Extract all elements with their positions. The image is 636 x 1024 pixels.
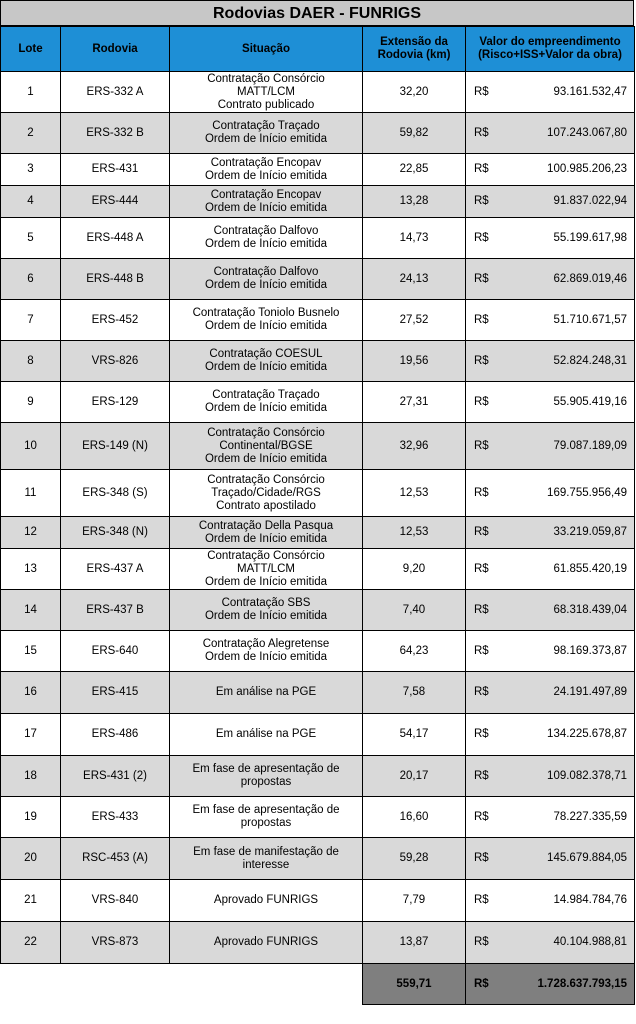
valor-amount: 79.087.189,09 — [553, 439, 627, 452]
situacao-line: Ordem de Início emitida — [204, 201, 328, 214]
situacao-line: Contratação Della Pasqua — [198, 519, 334, 532]
cell-situacao — [170, 113, 363, 154]
situacao-line: Contratação Encopav — [210, 188, 322, 201]
cell-situacao — [170, 300, 363, 341]
cell-extensao: 59,28 — [363, 838, 466, 880]
cell-rodovia: ERS-431 — [61, 154, 170, 186]
situacao-line: Ordem de Início emitida — [204, 238, 328, 250]
situacao-line: Aprovado FUNRIGS — [213, 894, 319, 906]
cell-valor — [466, 423, 635, 470]
total-valor — [466, 964, 635, 1005]
situacao-line: Contratação Dalfovo — [213, 225, 319, 237]
cell-rodovia: ERS-415 — [61, 672, 170, 714]
situacao-line: Contratação Consórcio — [207, 426, 325, 439]
cell-situacao — [170, 470, 363, 517]
total-blank — [1, 964, 61, 1005]
currency-symbol: R$ — [474, 603, 489, 616]
total-currency: R$ — [474, 977, 489, 990]
cell-rodovia: ERS-448 B — [61, 259, 170, 300]
header-valor: Valor do empreendimento (Risco+ISS+Valor da obra) — [466, 27, 635, 72]
header-extensao: Extensão da Rodovia (km) — [363, 27, 466, 72]
valor-amount: 91.837.022,94 — [553, 195, 627, 207]
cell-situacao — [170, 218, 363, 259]
cell-lote: 8 — [1, 341, 61, 382]
table-row — [1, 756, 635, 797]
table-row — [1, 517, 635, 549]
cell-extensao: 32,96 — [363, 423, 466, 470]
situacao-line: Ordem de Início emitida — [204, 361, 328, 373]
cell-lote: 21 — [1, 880, 61, 922]
total-extensao: 559,71 — [363, 964, 466, 1005]
cell-extensao: 54,17 — [363, 714, 466, 756]
cell-extensao: 27,52 — [363, 300, 466, 341]
valor-amount: 24.191.497,89 — [553, 686, 627, 698]
cell-situacao — [170, 590, 363, 631]
cell-situacao — [170, 423, 363, 470]
situacao-line: Em análise na PGE — [215, 728, 317, 740]
cell-lote: 13 — [1, 549, 61, 590]
cell-extensao: 24,13 — [363, 259, 466, 300]
currency-symbol: R$ — [474, 769, 489, 782]
cell-situacao — [170, 797, 363, 838]
cell-lote: 2 — [1, 113, 61, 154]
cell-lote: 10 — [1, 423, 61, 470]
cell-extensao: 19,56 — [363, 341, 466, 382]
currency-symbol: R$ — [474, 810, 489, 823]
cell-extensao: 64,23 — [363, 631, 466, 672]
cell-situacao — [170, 672, 363, 714]
cell-rodovia: ERS-431 (2) — [61, 756, 170, 797]
situacao-line: Em fase de apresentação de — [192, 804, 340, 816]
cell-rodovia: VRS-840 — [61, 880, 170, 922]
table-row — [1, 259, 635, 300]
situacao-line: interesse — [242, 858, 290, 871]
valor-amount: 134.225.678,87 — [547, 728, 627, 740]
cell-valor — [466, 838, 635, 880]
cell-lote: 12 — [1, 517, 61, 549]
valor-amount: 109.082.378,71 — [547, 769, 627, 782]
table-row — [1, 154, 635, 186]
cell-valor — [466, 218, 635, 259]
cell-rodovia: ERS-348 (S) — [61, 470, 170, 517]
total-blank — [170, 964, 363, 1005]
situacao-line: Ordem de Início emitida — [204, 651, 328, 663]
cell-valor — [466, 72, 635, 113]
cell-lote: 9 — [1, 382, 61, 423]
cell-rodovia: VRS-873 — [61, 922, 170, 964]
cell-situacao — [170, 756, 363, 797]
cell-extensao: 9,20 — [363, 549, 466, 590]
cell-lote: 3 — [1, 154, 61, 186]
cell-valor — [466, 300, 635, 341]
situacao-line: Ordem de Início emitida — [204, 610, 328, 622]
situacao-line: Contrato apostilado — [216, 499, 316, 512]
cell-situacao — [170, 631, 363, 672]
table-row — [1, 631, 635, 672]
cell-rodovia: ERS-433 — [61, 797, 170, 838]
situacao-line: Ordem de Início emitida — [204, 532, 328, 545]
table-row — [1, 382, 635, 423]
cell-extensao: 16,60 — [363, 797, 466, 838]
cell-rodovia: ERS-640 — [61, 631, 170, 672]
cell-valor — [466, 259, 635, 300]
cell-valor — [466, 797, 635, 838]
cell-situacao — [170, 186, 363, 218]
currency-symbol: R$ — [474, 486, 489, 499]
table-row — [1, 218, 635, 259]
cell-valor — [466, 756, 635, 797]
table-row — [1, 113, 635, 154]
situacao-line: Contratação Traçado — [212, 120, 320, 132]
valor-amount: 40.104.988,81 — [553, 936, 627, 948]
situacao-line: Ordem de Início emitida — [204, 575, 328, 588]
valor-amount: 62.869.019,46 — [553, 272, 627, 285]
cell-lote: 4 — [1, 186, 61, 218]
currency-symbol: R$ — [474, 395, 489, 408]
currency-symbol: R$ — [474, 313, 489, 326]
total-valor-amount: 1.728.637.793,15 — [537, 977, 627, 990]
table-row — [1, 341, 635, 382]
table-row — [1, 672, 635, 714]
situacao-line: Traçado/Cidade/RGS — [211, 486, 321, 499]
table-row — [1, 470, 635, 517]
situacao-line: Ordem de Início emitida — [204, 320, 328, 332]
currency-symbol: R$ — [474, 894, 489, 906]
situacao-line: Ordem de Início emitida — [204, 133, 328, 145]
total-row — [1, 964, 635, 1005]
valor-amount: 93.161.532,47 — [553, 85, 627, 98]
cell-lote: 19 — [1, 797, 61, 838]
cell-lote: 17 — [1, 714, 61, 756]
situacao-line: Contratação Encopav — [210, 156, 322, 169]
cell-rodovia: ERS-444 — [61, 186, 170, 218]
cell-lote: 6 — [1, 259, 61, 300]
situacao-line: Contrato publicado — [217, 98, 315, 111]
header-lote: Lote — [1, 27, 61, 72]
cell-situacao — [170, 549, 363, 590]
cell-rodovia: ERS-452 — [61, 300, 170, 341]
situacao-line: propostas — [240, 817, 292, 829]
cell-rodovia: ERS-486 — [61, 714, 170, 756]
cell-extensao: 13,87 — [363, 922, 466, 964]
cell-lote: 1 — [1, 72, 61, 113]
cell-lote: 7 — [1, 300, 61, 341]
cell-lote: 15 — [1, 631, 61, 672]
valor-amount: 55.199.617,98 — [553, 231, 627, 244]
cell-extensao: 27,31 — [363, 382, 466, 423]
cell-extensao: 32,20 — [363, 72, 466, 113]
cell-lote: 20 — [1, 838, 61, 880]
total-blank — [61, 964, 170, 1005]
situacao-line: Contratação SBS — [221, 597, 311, 609]
cell-rodovia: ERS-129 — [61, 382, 170, 423]
cell-lote: 14 — [1, 590, 61, 631]
currency-symbol: R$ — [474, 126, 489, 139]
situacao-line: Em fase de apresentação de — [192, 763, 340, 775]
cell-situacao — [170, 880, 363, 922]
cell-lote: 18 — [1, 756, 61, 797]
table-row — [1, 838, 635, 880]
rodovias-table — [0, 26, 635, 1005]
situacao-line: Em análise na PGE — [215, 686, 317, 698]
valor-amount: 52.824.248,31 — [553, 354, 627, 367]
cell-situacao — [170, 714, 363, 756]
table-row — [1, 186, 635, 218]
cell-rodovia: ERS-437 B — [61, 590, 170, 631]
situacao-line: Ordem de Início emitida — [204, 452, 328, 465]
cell-extensao: 7,58 — [363, 672, 466, 714]
cell-valor — [466, 470, 635, 517]
cell-extensao: 7,40 — [363, 590, 466, 631]
table-row — [1, 549, 635, 590]
cell-extensao: 13,28 — [363, 186, 466, 218]
table-body — [1, 72, 635, 964]
cell-lote: 16 — [1, 672, 61, 714]
cell-rodovia: ERS-448 A — [61, 218, 170, 259]
valor-amount: 100.985.206,23 — [547, 163, 627, 175]
cell-rodovia: ERS-149 (N) — [61, 423, 170, 470]
table-row — [1, 714, 635, 756]
cell-valor — [466, 341, 635, 382]
situacao-line: Contratação COESUL — [209, 348, 323, 360]
cell-valor — [466, 922, 635, 964]
cell-valor — [466, 880, 635, 922]
currency-symbol: R$ — [474, 562, 489, 575]
cell-lote: 22 — [1, 922, 61, 964]
cell-rodovia: ERS-332 A — [61, 72, 170, 113]
cell-lote: 5 — [1, 218, 61, 259]
table-title: Rodovias DAER - FUNRIGS — [0, 0, 634, 26]
table-row — [1, 590, 635, 631]
currency-symbol: R$ — [474, 852, 489, 864]
valor-amount: 33.219.059,87 — [553, 526, 627, 538]
header-row — [1, 27, 635, 72]
situacao-line: Ordem de Início emitida — [204, 279, 328, 291]
valor-amount: 78.227.335,59 — [553, 810, 627, 823]
cell-rodovia: RSC-453 (A) — [61, 838, 170, 880]
cell-situacao — [170, 341, 363, 382]
table-row — [1, 797, 635, 838]
table-row — [1, 423, 635, 470]
situacao-line: Em fase de manifestação de — [193, 845, 339, 858]
cell-extensao: 59,82 — [363, 113, 466, 154]
valor-amount: 68.318.439,04 — [553, 603, 627, 616]
situacao-line: Contratação Dalfovo — [213, 266, 319, 278]
cell-situacao — [170, 382, 363, 423]
currency-symbol: R$ — [474, 526, 489, 538]
cell-valor — [466, 714, 635, 756]
cell-extensao: 12,53 — [363, 470, 466, 517]
table-row — [1, 300, 635, 341]
valor-amount: 61.855.420,19 — [553, 562, 627, 575]
cell-valor — [466, 113, 635, 154]
situacao-line: Ordem de Início emitida — [204, 402, 328, 414]
cell-valor — [466, 672, 635, 714]
cell-situacao — [170, 154, 363, 186]
cell-situacao — [170, 72, 363, 113]
situacao-line: Contratação Consórcio — [207, 473, 325, 486]
currency-symbol: R$ — [474, 644, 489, 657]
situacao-line: propostas — [240, 776, 292, 788]
situacao-line: Continental/BGSE — [219, 439, 313, 452]
currency-symbol: R$ — [474, 195, 489, 207]
cell-valor — [466, 186, 635, 218]
cell-valor — [466, 382, 635, 423]
situacao-line: MATT/LCM — [237, 562, 295, 575]
situacao-line: Contratação Traçado — [212, 389, 320, 401]
table-row — [1, 72, 635, 113]
cell-extensao: 14,73 — [363, 218, 466, 259]
situacao-line: MATT/LCM — [237, 85, 295, 98]
cell-situacao — [170, 259, 363, 300]
valor-amount: 51.710.671,57 — [553, 313, 627, 326]
cell-situacao — [170, 517, 363, 549]
cell-valor — [466, 517, 635, 549]
cell-situacao — [170, 922, 363, 964]
cell-rodovia: ERS-437 A — [61, 549, 170, 590]
situacao-line: Contratação Alegretense — [202, 638, 330, 650]
currency-symbol: R$ — [474, 936, 489, 948]
cell-rodovia: ERS-348 (N) — [61, 517, 170, 549]
cell-lote: 11 — [1, 470, 61, 517]
situacao-line: Contratação Toniolo Busnelo — [192, 307, 340, 319]
cell-extensao: 22,85 — [363, 154, 466, 186]
cell-valor — [466, 590, 635, 631]
situacao-line: Contratação Consórcio — [207, 72, 325, 85]
valor-amount: 14.984.784,76 — [553, 894, 627, 906]
cell-valor — [466, 154, 635, 186]
currency-symbol: R$ — [474, 728, 489, 740]
currency-symbol: R$ — [474, 163, 489, 175]
situacao-line: Aprovado FUNRIGS — [213, 936, 319, 948]
valor-amount: 145.679.884,05 — [547, 852, 627, 864]
cell-situacao — [170, 838, 363, 880]
cell-rodovia: VRS-826 — [61, 341, 170, 382]
cell-extensao: 20,17 — [363, 756, 466, 797]
table-row — [1, 880, 635, 922]
header-situacao: Situação — [170, 27, 363, 72]
currency-symbol: R$ — [474, 85, 489, 98]
currency-symbol: R$ — [474, 686, 489, 698]
currency-symbol: R$ — [474, 439, 489, 452]
valor-amount: 169.755.956,49 — [547, 486, 627, 499]
cell-extensao: 7,79 — [363, 880, 466, 922]
currency-symbol: R$ — [474, 354, 489, 367]
cell-valor — [466, 549, 635, 590]
valor-amount: 55.905.419,16 — [553, 395, 627, 408]
valor-amount: 98.169.373,87 — [553, 644, 627, 657]
situacao-line: Ordem de Início emitida — [204, 169, 328, 182]
valor-amount: 107.243.067,80 — [547, 126, 627, 139]
cell-valor — [466, 631, 635, 672]
table-row — [1, 922, 635, 964]
cell-rodovia: ERS-332 B — [61, 113, 170, 154]
currency-symbol: R$ — [474, 272, 489, 285]
header-rodovia: Rodovia — [61, 27, 170, 72]
cell-extensao: 12,53 — [363, 517, 466, 549]
currency-symbol: R$ — [474, 231, 489, 244]
situacao-line: Contratação Consórcio — [207, 549, 325, 562]
